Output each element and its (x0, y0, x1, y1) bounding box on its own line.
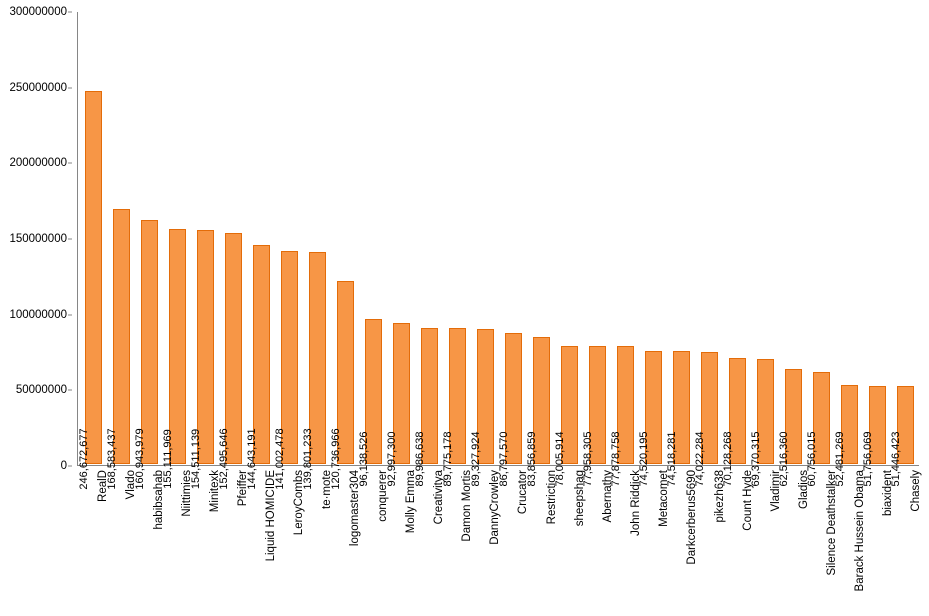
bar-slot (778, 12, 807, 487)
bar-slot (722, 12, 751, 487)
bar-value-label: 83,856,859 (526, 431, 538, 487)
bar-value-label: 77,878,758 (610, 431, 622, 487)
bar[interactable] (862, 386, 886, 487)
bar[interactable] (442, 328, 466, 487)
x-axis-category-label: pikezh638 (713, 470, 726, 523)
x-axis-label-slot (470, 470, 502, 610)
bar-slot (834, 12, 863, 487)
bar-value-label: 154,511,139 (190, 428, 202, 490)
bar[interactable] (358, 319, 382, 487)
bar-value-label: 89,986,638 (414, 431, 426, 487)
bar-value-label: 70,128,268 (722, 431, 734, 487)
bar-slot (526, 12, 555, 487)
bar-value-label: 62,516,360 (778, 431, 790, 487)
x-axis-category-label: Liquid HOMICIDE (265, 470, 278, 562)
x-axis-category-label: RealD (97, 470, 110, 502)
bar-slot (274, 12, 303, 490)
bar-value-label: 152,495,646 (218, 428, 230, 490)
bar-slot (610, 12, 639, 487)
x-axis-category-label: Creativitya (433, 470, 446, 525)
bar-value-label: 89,327,924 (470, 431, 482, 487)
bar[interactable] (834, 385, 858, 487)
bar[interactable] (638, 351, 662, 487)
bar-slot (666, 12, 695, 487)
x-axis-label-slot (555, 470, 586, 610)
bar-value-label: 160,943,979 (134, 428, 146, 490)
bar-value-label: 155,111,969 (162, 429, 174, 489)
bar-value-label: 78,005,914 (554, 431, 566, 487)
x-axis-label-slot (330, 470, 362, 610)
bar[interactable] (526, 337, 550, 487)
x-axis-category-label: Crucator (517, 470, 530, 515)
x-axis-category-label: DannyCrowley (489, 470, 502, 545)
bar[interactable] (134, 220, 158, 490)
x-axis-label-slot (78, 470, 110, 610)
x-axis-label-slot (246, 470, 278, 610)
bar[interactable] (498, 333, 522, 487)
bar-slot (246, 12, 275, 490)
bar-slot (694, 12, 723, 487)
x-axis-category-label: John Riddick (629, 470, 642, 536)
x-axis-category-label: conquerer (377, 470, 390, 522)
x-axis-category-label: Darkcerberus5690 (685, 470, 698, 565)
y-axis-tick-label: 0 (60, 460, 67, 472)
bar-slot (554, 12, 583, 487)
x-axis-label-slot (667, 470, 698, 610)
x-axis-category-label: Chasely (909, 470, 922, 512)
x-axis-label-slot (190, 470, 222, 610)
y-axis-tick-mark (68, 87, 72, 88)
x-axis-label-slot (891, 470, 922, 610)
x-axis-category-label: Pfeiffer (237, 470, 250, 507)
x-axis-label-slot (723, 470, 754, 610)
bar-value-label: 74,022,284 (694, 431, 706, 487)
bar-slot (162, 12, 191, 489)
x-axis-category-label: Vlado (125, 470, 138, 500)
bar-slot (190, 12, 219, 490)
bar-slot (218, 12, 247, 490)
x-axis-category-labels (78, 470, 922, 610)
y-axis-tick-label: 250000000 (9, 81, 67, 94)
x-axis-category-label: Silence Deathstalker (825, 470, 838, 576)
x-axis-label-slot (779, 470, 810, 610)
y-axis-tick-label: 150000000 (9, 233, 67, 245)
bar-slot (414, 12, 443, 487)
bar[interactable] (274, 251, 298, 490)
x-axis-label-slot (162, 470, 194, 610)
bar-value-label: 139,801,233 (302, 428, 314, 490)
bar[interactable] (162, 229, 186, 489)
bar-value-label: 246,672,677 (78, 428, 90, 490)
bar[interactable] (890, 386, 914, 487)
bar-slot (750, 12, 779, 487)
bar[interactable] (806, 372, 830, 487)
x-axis-label-slot (527, 470, 558, 610)
bar[interactable] (190, 230, 214, 490)
bar-slot (862, 12, 891, 487)
bar-slot (134, 12, 163, 490)
bar[interactable] (554, 346, 578, 487)
bar-slot (78, 12, 107, 490)
x-axis-category-label: biaxident (881, 470, 894, 517)
y-axis-tick-mark (68, 239, 72, 240)
x-axis-category-label: Vladimir (769, 470, 782, 512)
x-axis-label-slot (218, 470, 250, 610)
bar-slot (470, 12, 499, 487)
y-axis-tick-mark (68, 390, 72, 391)
bar-value-label: 89,775,178 (442, 431, 454, 487)
x-axis-category-label: LeroyCombs (293, 470, 306, 536)
bar-value-label: 69,370,315 (750, 431, 762, 487)
bar-value-label: 51,756,069 (862, 431, 874, 487)
x-axis-label-slot (611, 470, 642, 610)
bar[interactable] (470, 329, 494, 487)
bar-slot (302, 12, 331, 490)
x-axis-category-label: Damon Mortis (461, 470, 474, 542)
x-axis-label-slot (414, 470, 446, 610)
bar-value-label: 120,736,966 (330, 428, 342, 490)
bar-value-label: 86,797,570 (498, 431, 510, 487)
x-axis-category-label: Barack Hussein Obama (853, 470, 866, 592)
x-axis-label-slot (106, 470, 138, 610)
x-axis-category-label: Abernathy (601, 470, 614, 523)
bar-slot (386, 12, 415, 487)
bar[interactable] (610, 346, 634, 487)
x-axis-label-slot (639, 470, 670, 610)
y-axis-tick-label: 200000000 (9, 157, 67, 170)
x-axis-label-slot (807, 470, 838, 610)
x-axis-label-slot (302, 470, 334, 610)
x-axis-label-slot (835, 470, 866, 610)
bar-value-label: 60,756,015 (806, 431, 818, 487)
bar-value-label: 141,002,478 (274, 428, 286, 490)
y-axis-tick-label: 50000000 (15, 384, 67, 397)
bar-value-label: 74,520,195 (638, 431, 650, 487)
x-axis-category-label: te·mote (321, 470, 334, 509)
x-axis-label-slot (498, 470, 530, 610)
bar-value-label: 77,958,305 (582, 431, 594, 487)
x-axis-label-slot (442, 470, 474, 610)
y-axis-tick-mark (68, 12, 72, 13)
y-axis-tick-mark (68, 314, 72, 315)
x-axis-label-slot (751, 470, 782, 610)
x-axis-label-slot (386, 470, 418, 610)
bar[interactable] (246, 245, 270, 490)
bar[interactable] (666, 351, 690, 487)
x-axis-category-label: Niittimies (181, 470, 194, 517)
bar[interactable] (414, 328, 438, 487)
x-axis-label-slot (863, 470, 894, 610)
x-axis-label-slot (134, 470, 166, 610)
bar-slot (582, 12, 611, 487)
x-axis-category-label: sheepshag (573, 470, 586, 527)
bar-slot (358, 12, 387, 487)
bar[interactable] (302, 252, 326, 490)
bar-value-label: 168,583,437 (106, 428, 118, 490)
x-axis-category-label: Restriction (545, 470, 558, 525)
y-axis-tick-label: 300000000 (9, 6, 67, 18)
x-axis-category-label: Gladios (797, 470, 810, 509)
bar[interactable] (106, 209, 130, 490)
x-axis-category-label: Minitexk (209, 470, 222, 513)
y-axis-tick-label: 100000000 (9, 308, 67, 321)
x-axis-category-label: habibsahab (153, 470, 166, 530)
bar[interactable] (582, 346, 606, 487)
x-axis-category-label: Count Hyde (741, 470, 754, 531)
bar-value-label: 92,997,300 (386, 431, 398, 487)
bar-slot (498, 12, 527, 487)
bar-slot (330, 12, 359, 490)
bar[interactable] (694, 352, 718, 487)
x-axis-label-slot (274, 470, 306, 610)
bar[interactable] (218, 233, 242, 490)
bar-value-label: 51,446,423 (890, 431, 902, 487)
x-axis-label-slot (695, 470, 726, 610)
y-axis-tick-mark (68, 466, 72, 467)
bar[interactable] (722, 358, 746, 487)
bar[interactable] (778, 369, 802, 487)
y-axis-tick-mark (68, 163, 72, 164)
bar[interactable] (78, 91, 102, 490)
bar-value-label: 74,518,281 (666, 431, 678, 487)
bar-slot (890, 12, 919, 487)
bar[interactable] (330, 281, 354, 490)
x-axis-category-label: Molly Emma (405, 470, 418, 534)
x-axis-category-label: Metacomet (657, 470, 670, 527)
y-axis (0, 6, 72, 472)
bar-slot (638, 12, 667, 487)
x-axis-label-slot (358, 470, 390, 610)
bar[interactable] (750, 359, 774, 487)
x-axis-label-slot (583, 470, 614, 610)
bar-value-label: 96,138,526 (358, 431, 370, 487)
bar-slot (806, 12, 835, 487)
bar-slot (442, 12, 471, 487)
x-axis-category-label: logomaster304 (349, 470, 362, 547)
bar[interactable] (386, 323, 410, 487)
bar-value-label: 52,481,269 (834, 431, 846, 487)
bar-value-label: 144,643,191 (246, 428, 258, 490)
